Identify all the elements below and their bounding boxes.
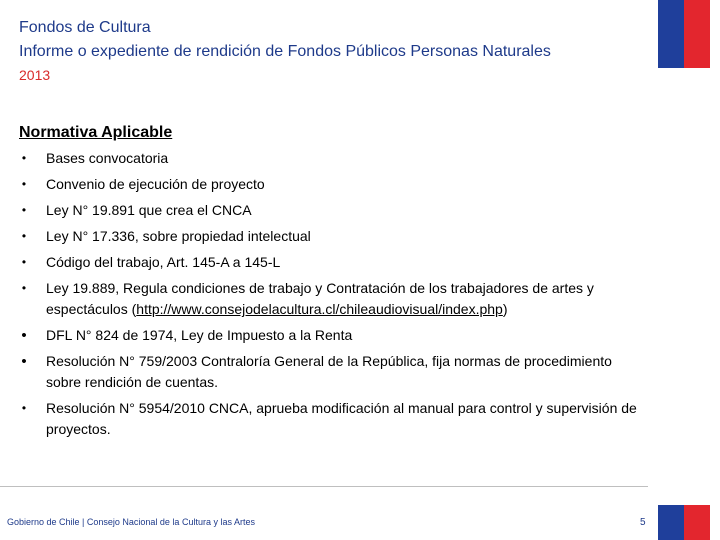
bullet-icon: • (21, 229, 27, 243)
bullet-icon: • (21, 281, 27, 295)
list-item-text: Ley N° 17.336, sobre propiedad intelectual (46, 228, 311, 244)
list-item (10, 200, 650, 221)
flag-blue-band (658, 505, 684, 540)
bullet-icon: • (21, 327, 27, 344)
report-year: 2013 (19, 67, 51, 83)
footer-text: Gobierno de Chile | Consejo Nacional de la Cultura y las Artes (7, 517, 255, 527)
list-item-text: Resolución N° 759/2003 Contraloría General de la República, fija normas de procedimiento sobre rendición de cuentas. (46, 353, 612, 390)
bullet-icon: • (21, 401, 27, 415)
list-item (10, 226, 650, 247)
page-number: 5 (640, 517, 646, 528)
list-item-text: Resolución N° 5954/2010 CNCA, aprueba modificación al manual para control y supervisión de proyectos. (46, 400, 637, 437)
page-subtitle: Informe o expediente de rendición de Fondos Públicos Personas Naturales (19, 43, 551, 60)
flag-red-band (684, 505, 710, 540)
list-item-text-suffix: ) (502, 301, 508, 317)
list-item (10, 278, 650, 320)
list-item (10, 398, 650, 440)
bullet-icon: • (21, 203, 27, 217)
footer-divider (0, 486, 648, 487)
bullet-icon: • (21, 255, 27, 269)
list-item (10, 148, 650, 169)
list-item (10, 174, 650, 195)
list-item-text: Código del trabajo, Art. 145-A a 145-L (46, 254, 281, 270)
list-item (10, 351, 650, 393)
list-item-text: Convenio de ejecución de proyecto (46, 176, 265, 192)
regulations-list (10, 148, 650, 445)
chileaudiovisual-link[interactable]: http://www.consejodelacultura.cl/chileaudiovisual/index.php (136, 301, 503, 317)
page-title: Fondos de Cultura (19, 19, 151, 36)
flag-blue-band (658, 0, 684, 68)
chile-flag-decoration-top (658, 0, 710, 68)
list-item-text: DFL N° 824 de 1974, Ley de Impuesto a la Renta (46, 327, 353, 343)
list-item-text: Ley N° 19.891 que crea el CNCA (46, 202, 252, 218)
bullet-icon: • (21, 177, 27, 191)
bullet-icon: • (21, 151, 27, 165)
list-item (10, 325, 650, 346)
list-item-text: Ley 19.889, Regula condiciones de trabajo y Contratación de los trabajadores de artes y espectáculos ( (46, 280, 594, 317)
chile-flag-decoration-bottom (658, 505, 710, 540)
list-item-text: Bases convocatoria (46, 150, 169, 166)
section-heading: Normativa Aplicable (19, 124, 173, 141)
flag-red-band (684, 0, 710, 68)
bullet-icon: • (21, 353, 27, 370)
list-item (10, 252, 650, 273)
